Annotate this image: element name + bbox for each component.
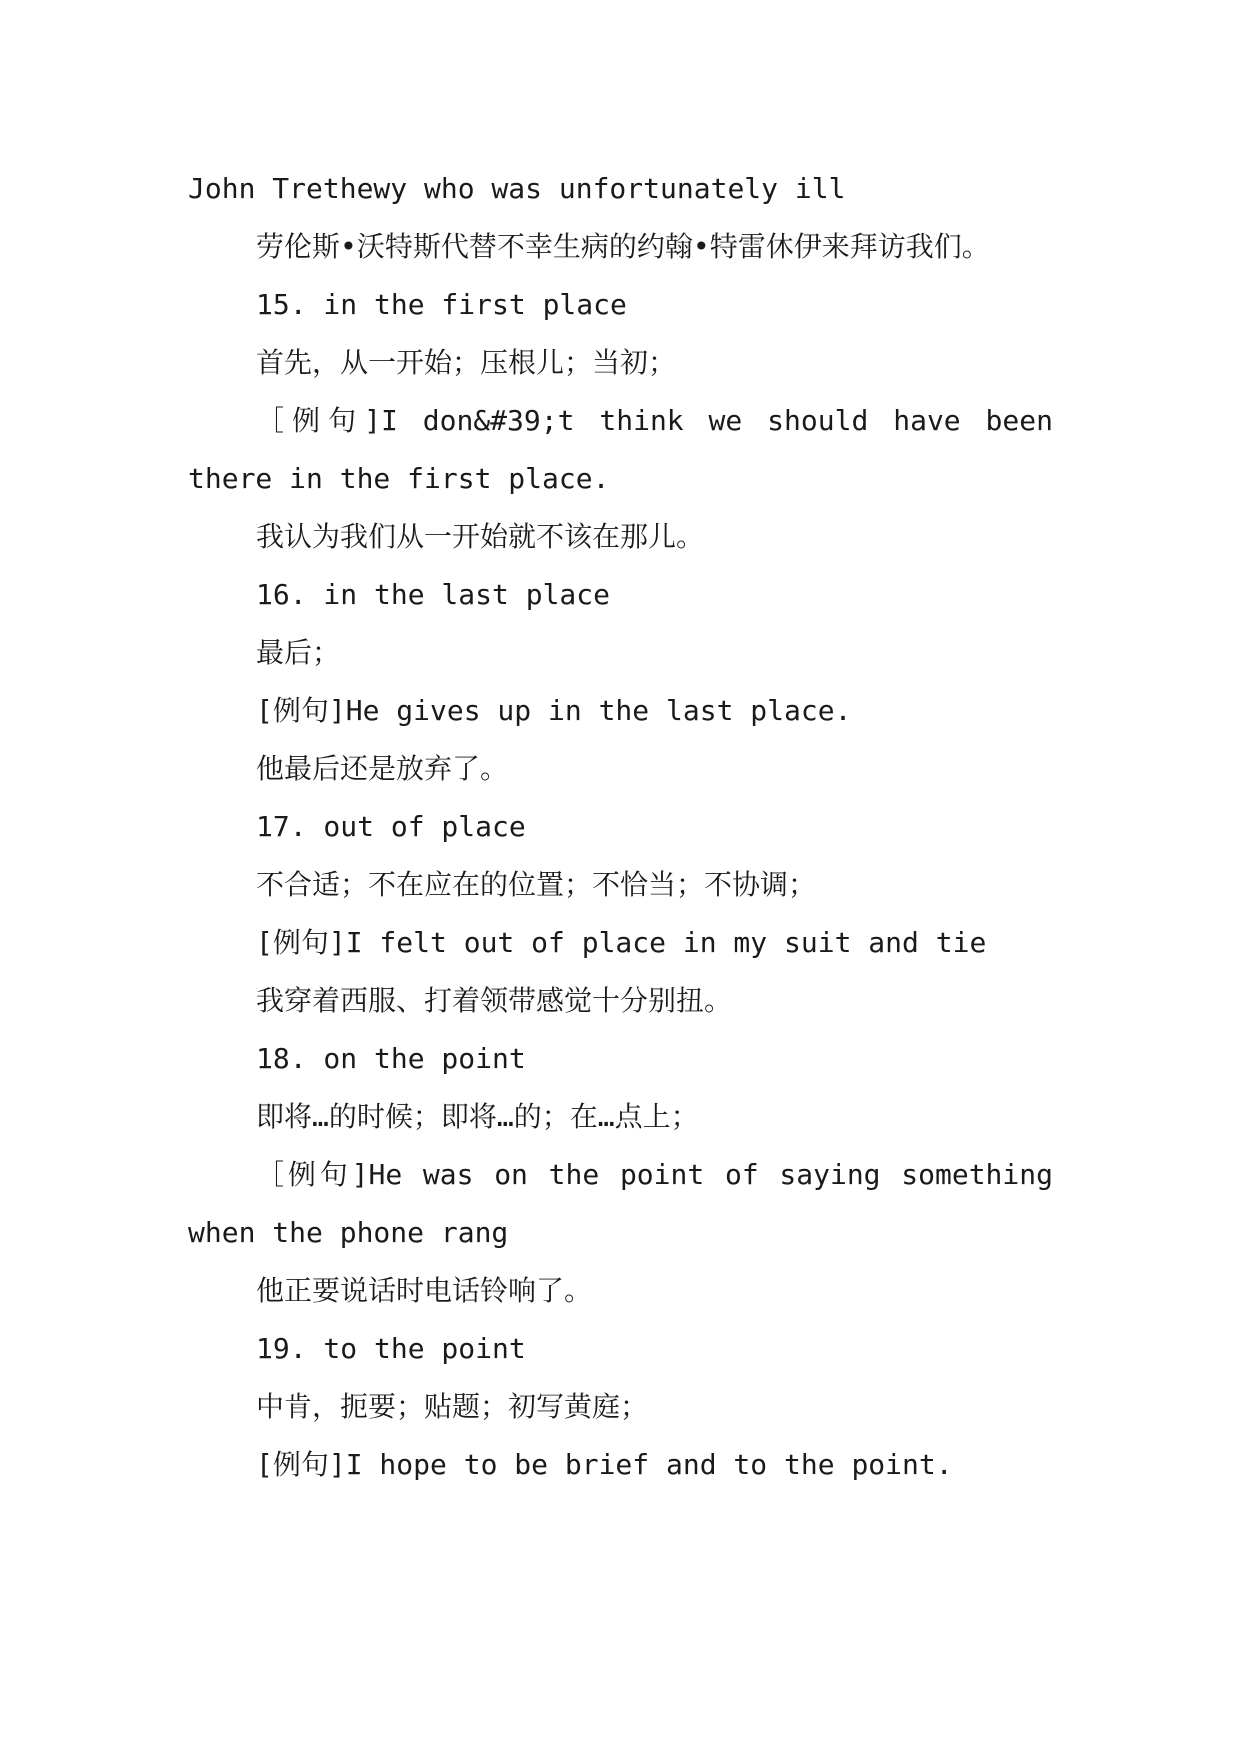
document-body [188, 160, 1070, 1494]
entry-heading: 17. out of place [256, 810, 526, 843]
entry-heading: 15. in the first place [256, 288, 627, 321]
text-line: John Trethewy who was unfortunately ill [188, 172, 846, 205]
entry-definition: 最后； [256, 636, 341, 669]
entry-example: ［例句]He was on the point of saying something when the phone rang [188, 1158, 1070, 1249]
entry-definition: 首先，从一开始；压根儿；当初； [256, 346, 677, 379]
entry-heading: 16. in the last place [256, 578, 611, 611]
entry-example: [例句]He gives up in the last place. [256, 694, 852, 727]
entry-definition: 即将…的时候；即将…的；在…点上； [256, 1100, 699, 1133]
entry-translation: 我穿着西服、打着领带感觉十分别扭。 [256, 984, 733, 1017]
entry-definition: 不合适；不在应在的位置；不恰当；不协调； [256, 868, 817, 901]
entry-translation: 他最后还是放弃了。 [256, 752, 509, 785]
entry-example: [例句]I felt out of place in my suit and tie [256, 926, 987, 959]
text-line: 劳伦斯•沃特斯代替不幸生病的约翰•特雷休伊来拜访我们。 [256, 230, 990, 263]
entry-heading: 18. on the point [256, 1042, 526, 1075]
entry-translation: 我认为我们从一开始就不该在那儿。 [256, 520, 705, 553]
entry-example: ［例句]I don&#39;t think we should have been there in the first place. [188, 404, 1070, 495]
entry-definition: 中肯，扼要；贴题；初写黄庭； [256, 1390, 649, 1423]
entry-translation: 他正要说话时电话铃响了。 [256, 1274, 593, 1307]
entry-example: [例句]I hope to be brief and to the point. [256, 1448, 953, 1481]
entry-heading: 19. to the point [256, 1332, 526, 1365]
